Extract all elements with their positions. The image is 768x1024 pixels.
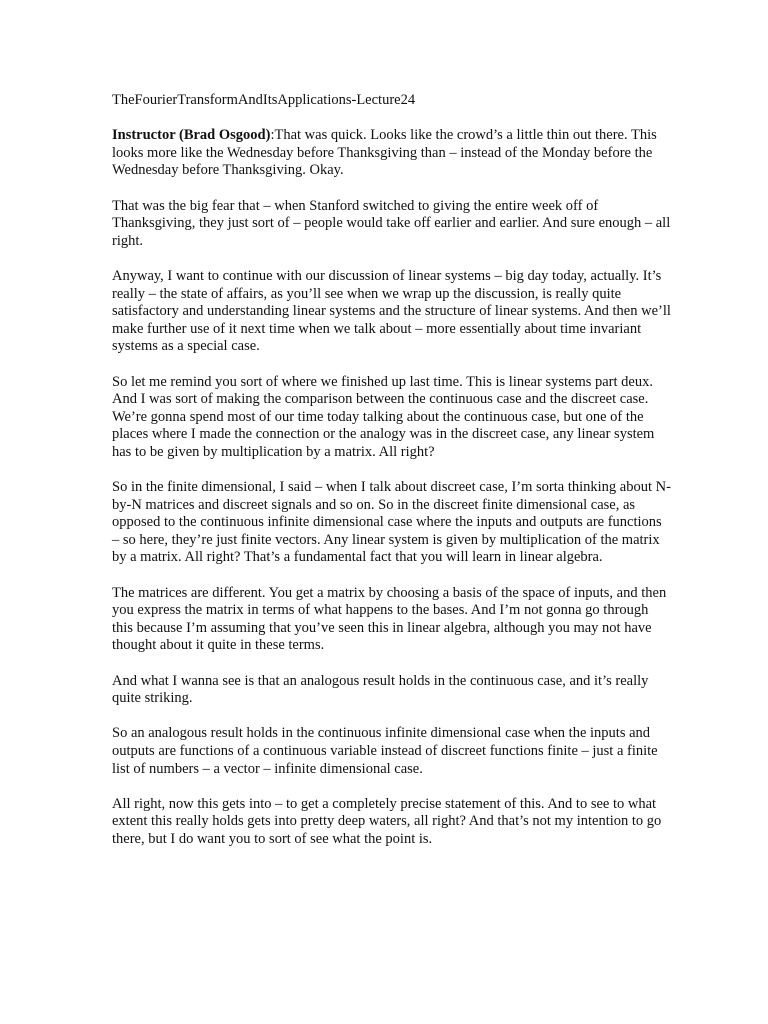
- paragraph-6: The matrices are different. You get a matrix by choosing a basis of the space of inputs, and then you express the matrix in terms of what happens to the bases. And I’m not gonna go through this because I’m assuming that you’ve seen this in linear algebra, although you may not have thought about it quite in these terms.: [112, 584, 667, 654]
- document-page: [112, 92, 672, 866]
- paragraph-1-text: :That was quick. Looks like the crowd’s a little thin out there. This looks more like the Wednesday before Thanksgiving than – instead of the Monday before the Wednesday before Thanksgiving. Okay.: [112, 127, 657, 179]
- paragraph-3: Anyway, I want to continue with our discussion of linear systems – big day today, actually. It’s really – the state of affairs, as you’ll see when we wrap up the discussion, is really quite satisfactory and understanding linear systems and the structure of linear systems. And then we’ll make further use of it next time when we talk about – more essentially about time invariant systems as a special case.: [112, 267, 671, 355]
- paragraph-7: And what I wanna see is that an analogous result holds in the continuous case, and it’s really quite striking.: [112, 672, 649, 707]
- paragraph-1: [112, 127, 672, 180]
- paragraph-9: All right, now this gets into – to get a completely precise statement of this. And to see to what extent this really holds gets into pretty deep waters, all right? And that’s not my intention to go there, but I do want you to sort of see what the point is.: [112, 795, 662, 847]
- paragraph-2: That was the big fear that – when Stanford switched to giving the entire week off of Thanksgiving, they just sort of – people would take off earlier and earlier. And sure enough – all right.: [112, 197, 671, 249]
- paragraph-5: So in the finite dimensional, I said – when I talk about discreet case, I’m sorta thinking about N-by-N matrices and discreet signals and so on. So in the discreet finite dimensional case, as opposed to the continuous infinite dimensional case where the inputs and outputs are functions – so here, they’re just finite vectors. Any linear system is given by multiplication of the matrix by a matrix. All right? That’s a fundamental fact that you will learn in linear algebra.: [112, 479, 671, 566]
- speaker-name: Instructor (Brad Osgood): [112, 127, 271, 144]
- document-title: TheFourierTransformAndItsApplications-Lecture24: [112, 92, 416, 108]
- paragraph-4: So let me remind you sort of where we finished up last time. This is linear systems part deux. And I was sort of making the comparison between the continuous case and the discreet case. We’re gonna spend most of our time today talking about the continuous case, but one of the places where I made the connection or the analogy was in the discreet case, any linear system has to be given by multiplication by a matrix. All right?: [112, 373, 655, 460]
- paragraph-8: So an analogous result holds in the continuous infinite dimensional case when the inputs and outputs are functions of a continuous variable instead of discreet functions finite – just a finite list of numbers – a vector – infinite dimensional case.: [112, 725, 658, 777]
